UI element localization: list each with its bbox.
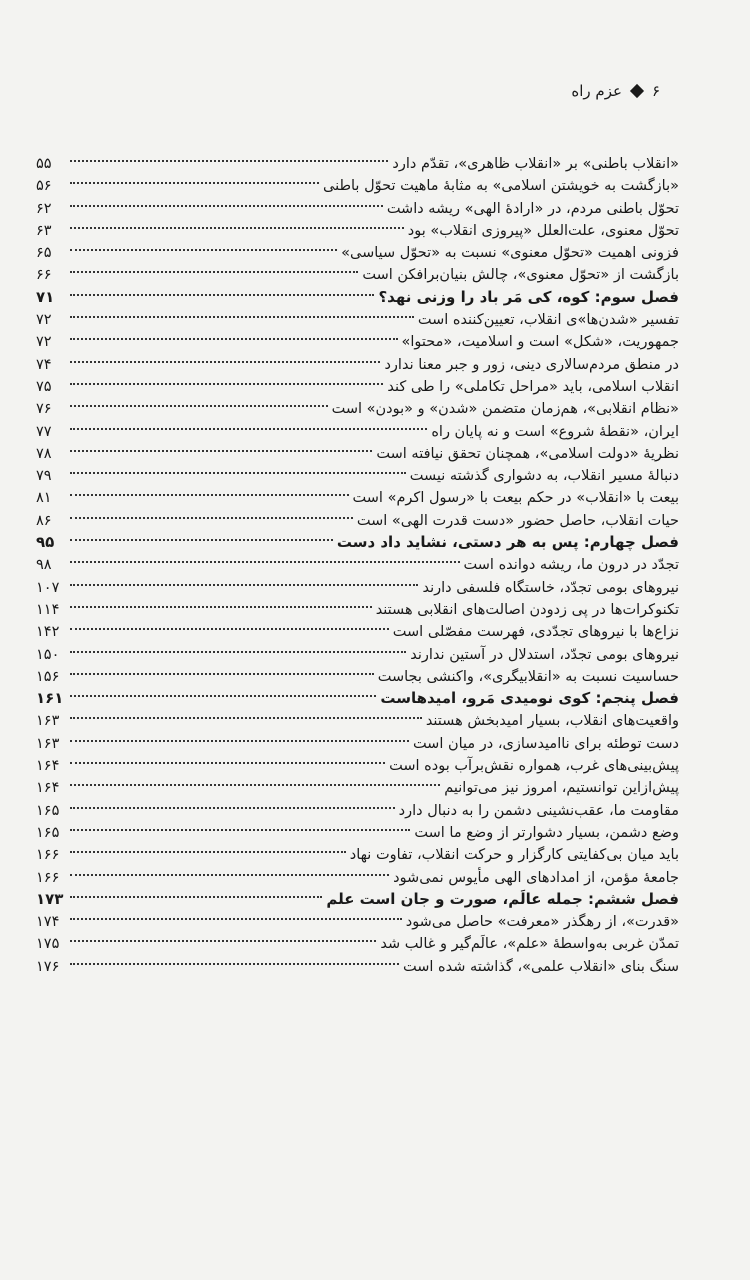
toc-entry-page: ۹۸ [36,557,52,574]
dot-leader [70,860,389,882]
dot-leader [70,391,328,413]
dot-leader [70,703,422,725]
dot-leader [70,480,349,502]
toc-entry-page: ۱۶۴ [36,780,60,797]
dot-leader [70,926,376,948]
toc-entry-title: پیش‌بینی‌های غرب، همواره نقش‌برآب بوده است [389,758,679,775]
toc-entry-page: ۷۴ [36,356,52,373]
toc-entry-title: بازگشت از «تحوّل معنوی»، چالش بنیان‌برافکن است [362,267,679,284]
toc-entry-page: ۷۷ [36,423,52,440]
toc-entry-title: فصل چهارم: پس به هر دستی، نشاید داد دست [336,533,679,552]
toc-entry-page: ۱۷۳ [36,889,64,908]
toc-entry-title: فزونی اهمیت «تحوّل معنوی» نسبت به «تحوّل سیاسی» [341,245,679,262]
dot-leader [70,614,389,636]
toc-entry-title: حیات انقلاب، حاصل حضور «دست قدرت الهی» است [356,512,679,529]
toc-entry-title: تکنوکرات‌ها در پی زدودن اصالت‌های انقلابی هستند [375,601,679,618]
toc-entry-title: «انقلاب باطنی» بر «انقلاب ظاهری»، تقدّم دارد [392,156,679,172]
toc-entry-page: ۱۶۴ [36,758,60,775]
toc-entry-title: تحوّل باطنی مردم، در «ارادهٔ الهی» ریشه داشت [386,200,679,217]
dot-leader [70,547,460,569]
toc-entry-page: ۵۵ [36,156,52,172]
toc-entry-title: پیش‌ازاین توانستیم، امروز نیز می‌توانیم [444,780,679,797]
book-title: عزم راه [571,82,622,100]
toc-entry-title: انقلاب اسلامی، باید «مراحل تکاملی» را طی کند [387,378,679,395]
toc-entry-title: فصل ششم: جمله عالَم، صورت و جان است علم [326,889,679,908]
toc-entry-page: ۱۵۰ [36,646,60,663]
toc-entry-title: حساسیت نسبت به «انقلابیگری»، واکنشی بجاست [377,668,679,685]
toc-entry-page: ۸۶ [36,512,52,529]
toc-entry-title: واقعیت‌های انقلاب، بسیار امیدبخش هستند [425,713,679,730]
toc-entry-page: ۱۱۴ [36,601,60,618]
dot-leader [70,503,353,525]
dot-leader [70,904,402,926]
toc-entry-title: «قدرت»، از رهگذر «معرفت» حاصل می‌شود [405,914,679,931]
toc-entry-page: ۶۳ [36,222,52,239]
dot-leader [70,257,358,279]
page-number: ۶ [651,82,660,100]
dot-leader [70,458,406,480]
toc-entry-page: ۱۶۳ [36,735,60,752]
toc-entry-title: فصل پنجم: کوی نومیدی مَرو، امیدهاست [380,689,679,708]
toc-entry-title: باید میان بی‌کفایتی کارگزار و حرکت انقلاب، تفاوت نهاد [349,847,679,864]
toc-entry-title: فصل سوم: کوه، کی مَر باد را وزنی نهد؟ [378,287,679,306]
toc-entry-title: نیروهای بومی تجدّد، استدلال در آستین ندارند [410,646,679,663]
toc-entry-page: ۵۶ [36,178,52,195]
dot-leader [70,347,380,369]
dot-leader [70,525,333,547]
toc-entry-page: ۱۰۷ [36,579,60,596]
toc-entry [36,146,679,172]
toc-entry-page: ۷۹ [36,468,52,485]
toc-entry-title: تجدّد در درون ما، ریشه دوانده است [463,557,679,574]
dot-leader [70,637,406,659]
dot-leader [70,793,395,815]
dot-leader [70,770,440,792]
toc-entry-page: ۱۶۵ [36,802,60,819]
toc-entry-title: در منطق مردم‌سالاری دینی، زور و جبر معنا ندارد [384,356,679,373]
toc-entry-page: ۱۷۵ [36,936,60,953]
dot-leader [70,436,372,458]
toc-entry-page: ۱۶۵ [36,824,60,841]
dot-leader [70,280,374,302]
toc-entry-page: ۱۷۴ [36,914,60,931]
toc-entry-page: ۷۱ [36,287,55,306]
toc-entry-page: ۱۵۶ [36,668,60,685]
toc-entry-title: تفسیر «شدن‌ها»ی انقلاب، تعیین‌کننده است [417,312,679,329]
toc-entry-title: وضع دشمن، بسیار دشوارتر از وضع ما است [414,824,679,841]
toc-entry-page: ۱۶۶ [36,847,60,864]
dot-leader [70,949,399,971]
dot-leader [70,570,418,592]
dot-leader [70,659,374,681]
toc-entry-page: ۹۵ [36,533,55,552]
toc-entry-title: دنبالهٔ مسیر انقلاب، به دشواری گذشته نیست [409,468,679,485]
toc-entry-title: ایران، «نقطهٔ شروع» است و نه پایان راه [431,423,679,440]
dot-leader [70,213,404,235]
toc-entry-title: «بازگشت به خویشتن اسلامی» به مثابهٔ ماهیت تحوّل باطنی [323,178,679,195]
toc-entry-page: ۱۷۶ [36,958,60,975]
running-header [571,82,660,100]
dot-leader [70,592,372,614]
toc-entry-title: جامعهٔ مؤمن، از امدادهای الهی مأیوس نمی‌شود [393,869,679,886]
toc-entry-title: تمدّن غربی به‌واسطهٔ «علم»، عالَم‌گیر و غالب شد [380,936,679,953]
toc-entry-title: نظریهٔ «دولت اسلامی»، همچنان تحقق نیافته است [376,445,679,462]
dot-leader [70,837,346,859]
toc-entry-title: دست توطئه برای ناامیدسازی، در میان است [412,735,679,752]
toc-entry-title: تحوّل معنوی، علت‌العلل «پیروزی انقلاب» بود [407,222,679,239]
dot-leader [70,191,383,213]
toc-entry-title: نیروهای بومی تجدّد، خاستگاه فلسفی دارند [422,579,679,596]
toc-entry-page: ۶۵ [36,245,52,262]
toc-entry-page: ۱۶۱ [36,689,64,708]
dot-leader [70,748,385,770]
toc-entry-title: سنگ بنای «انقلاب علمی»، گذاشته شده است [403,958,679,975]
toc-entry-page: ۷۸ [36,445,52,462]
diamond-ornament-icon [630,84,644,98]
dot-leader [70,681,376,703]
dot-leader [70,414,427,436]
toc-entry-page: ۷۲ [36,334,52,351]
dot-leader [70,726,409,748]
toc-entry-title: «نظام انقلابی»، هم‌زمان متضمن «شدن» و «بودن» است [331,401,679,418]
toc-entry-page: ۶۶ [36,267,52,284]
toc-entry-page: ۷۶ [36,401,52,418]
toc-entry-title: جمهوریت، «شکل» است و اسلامیت، «محتوا» [401,334,679,351]
toc-entry-title: بیعت با «انقلاب» در حکم بیعت با «رسول اکرم» است [352,490,679,507]
dot-leader [70,235,337,257]
dot-leader [70,882,322,904]
toc-entry-page: ۱۴۲ [36,624,60,641]
toc-entry-page: ۸۱ [36,490,52,507]
toc-entry-page: ۷۵ [36,378,52,395]
toc-entry-page: ۱۶۶ [36,869,60,886]
toc-entry-title: نزاع‌ها با نیروهای تجدّدی، فهرست مفصّلی است [392,624,679,641]
dot-leader [70,324,398,346]
dot-leader [70,369,383,391]
toc-entry-page: ۶۲ [36,200,52,217]
table-of-contents [36,146,679,975]
dot-leader [70,815,410,837]
dot-leader [70,146,388,168]
toc-entry-page: ۷۲ [36,312,52,329]
dot-leader [70,302,414,324]
toc-entry-page: ۱۶۳ [36,713,60,730]
toc-entry-title: مقاومت ما، عقب‌نشینی دشمن را به دنبال دارد [398,802,679,819]
dot-leader [70,168,319,190]
